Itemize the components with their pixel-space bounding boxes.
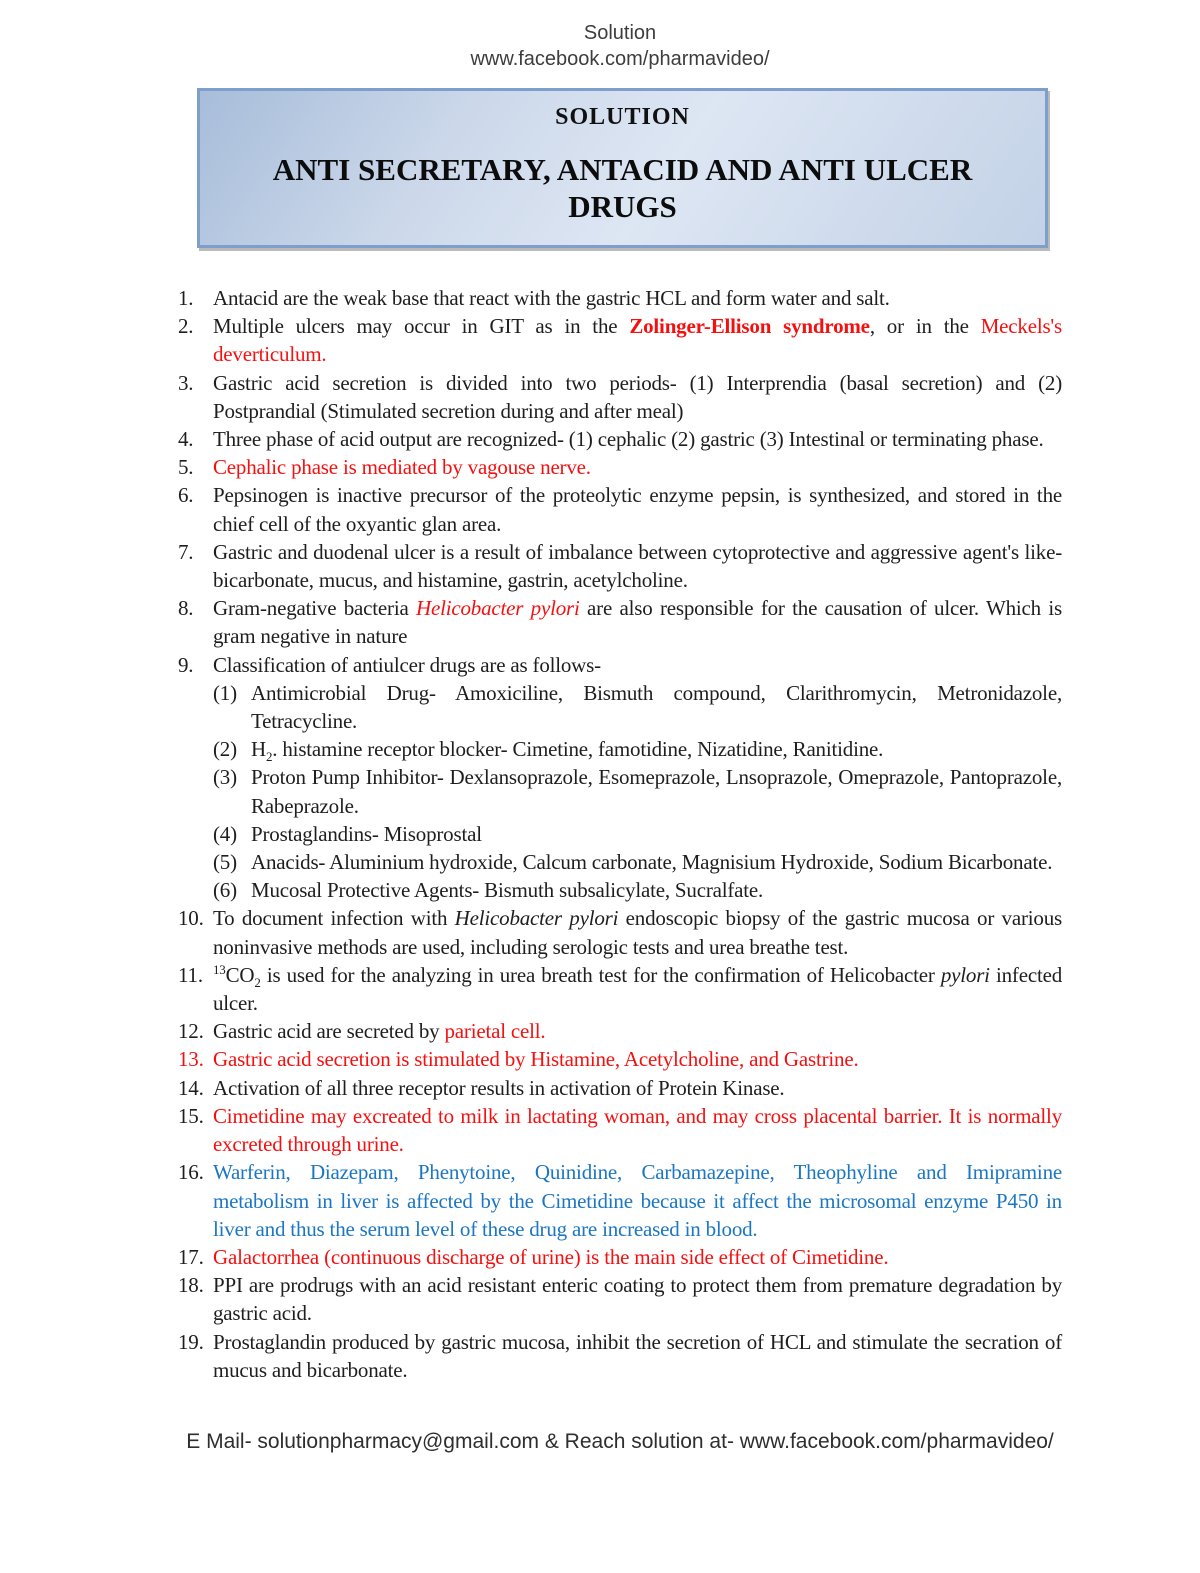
item-text: Prostaglandins- Misoprostal <box>251 821 482 846</box>
item-number: 18. <box>178 1273 204 1298</box>
list-item <box>178 1328 1062 1384</box>
page-header <box>178 20 1062 72</box>
item-text: Anacids- Aluminium hydroxide, Calcum carbonate, Magnisium Hydroxide, Sodium Bicarbonate. <box>251 850 1053 875</box>
list-item <box>178 876 1062 904</box>
item-number: 3. <box>178 370 194 395</box>
list-item <box>178 735 1062 763</box>
list-item <box>178 820 1062 848</box>
item-text: Pepsinogen is inactive precursor of the proteolytic enzyme pepsin, is synthesized, and stored in the chief cell of the oxyantic glan area. <box>213 483 1062 536</box>
item-text: Warferin, Diazepam, Phenytoine, Quinidine, Carbamazepine, Theophyline and Imipramine metabolism in liver is affected by the Cimetidine because it affect the microsomal enzyme P450 in liver and thus the serum level of these drug are increased in blood. <box>213 1160 1062 1241</box>
box-title-line: DRUGS <box>568 189 677 224</box>
item-number: 9. <box>178 652 194 677</box>
list-item <box>178 453 1062 481</box>
item-text: PPI are prodrugs with an acid resistant enteric coating to protect them from premature degradation by gastric acid. <box>213 1273 1062 1326</box>
item-number: 12. <box>178 1019 204 1044</box>
item-text: Classification of antiulcer drugs are as follows- <box>213 652 601 677</box>
item-text: Gastric and duodenal ulcer is a result of imbalance between cytoprotective and aggressive agent's like- bicarbonate, mucus, and histamine, gastrin, acetylcholine. <box>213 539 1062 593</box>
item-number: 6. <box>178 483 194 508</box>
list-item <box>178 961 1062 1017</box>
item-number: 17. <box>178 1244 204 1269</box>
item-number: (6) <box>213 878 237 903</box>
item-number: 10. <box>178 906 204 931</box>
list-item <box>178 284 1062 312</box>
list-item <box>178 848 1062 876</box>
item-number: (4) <box>213 821 237 846</box>
item-number: 8. <box>178 596 194 621</box>
list-item <box>178 481 1062 537</box>
list-item <box>178 679 1062 735</box>
answer-list <box>178 284 1062 1384</box>
item-text: $H_2$. histamine receptor blocker- Cimetine, famotidine, Nizatidine, Ranitidine. <box>251 737 884 765</box>
item-number: 7. <box>178 539 194 564</box>
list-item <box>178 1045 1062 1073</box>
item-text: Cimetidine may excreated to milk in lactating woman, and may cross placental barrier. It is normally excreted through urine. <box>213 1103 1062 1157</box>
list-item <box>178 1074 1062 1102</box>
list-item <box>178 425 1062 453</box>
item-text: Antacid are the weak base that react with the gastric HCL and form water and salt. <box>213 286 890 310</box>
item-number: (5) <box>213 850 237 875</box>
list-item <box>178 763 1062 819</box>
list-item <box>178 1243 1062 1271</box>
item-number: 13. <box>178 1047 204 1072</box>
list-item <box>178 1271 1062 1327</box>
item-text: Cephalic phase is mediated by vagouse nerve. <box>213 455 591 480</box>
item-text: Gastric acid secretion is divided into two periods- (1) Interprendia (basal secretion) and (2) Postprandial (Stimulated secretion during and after meal) <box>213 370 1062 423</box>
item-text: $^{13}CO_2$ is used for the analyzing in urea breath test for the confirmation of Helicobacter pylori infected ulcer. <box>213 961 1062 1016</box>
list-item <box>178 538 1062 594</box>
list-item <box>178 651 1062 679</box>
header-url: www.facebook.com/pharmavideo/ <box>470 48 770 70</box>
item-number: (3) <box>213 765 237 790</box>
title-box <box>197 88 1048 248</box>
item-text: Activation of all three receptor results in activation of Protein Kinase. <box>213 1075 785 1100</box>
item-text: To document infection with Helicobacter pylori endoscopic biopsy of the gastric mucosa or various noninvasive methods are used, including serologic tests and urea breathe test. <box>213 906 1062 959</box>
list-item <box>178 904 1062 960</box>
list-item <box>178 312 1062 368</box>
item-text: Proton Pump Inhibitor- Dexlansoprazole, Esomeprazole, Lnsoprazole, Omeprazole, Pantoprazole, Rabeprazole. <box>251 765 1062 818</box>
item-number: 19. <box>178 1329 204 1354</box>
header-brand: Solution <box>583 22 657 44</box>
list-item <box>178 1102 1062 1158</box>
item-number: 16. <box>178 1160 204 1185</box>
item-text: Prostaglandin produced by gastric mucosa, inhibit the secretion of HCL and stimulate the secration of mucus and bicarbonate. <box>213 1329 1062 1382</box>
item-text: Gastric acid are secreted by parietal cell. <box>213 1019 546 1044</box>
box-title <box>200 151 1045 225</box>
item-number: 4. <box>178 427 194 452</box>
item-text: Gastric acid secretion is stimulated by Histamine, Acetylcholine, and Gastrine. <box>213 1047 859 1072</box>
item-number: 11. <box>178 962 203 987</box>
item-text: Multiple ulcers may occur in GIT as in the Zolinger-Ellison syndrome, or in the Meckels's deverticulum. <box>213 314 1062 367</box>
item-number: 14. <box>178 1075 204 1100</box>
item-number: 1. <box>178 286 194 310</box>
item-text: Gram-negative bacteria Helicobacter pylori are also responsible for the causation of ulcer. Which is gram negative in nature <box>213 596 1062 649</box>
item-text: Mucosal Protective Agents- Bismuth subsalicylate, Sucralfate. <box>251 878 764 903</box>
item-number: (2) <box>213 737 237 762</box>
item-text: Galactorrhea (continuous discharge of urine) is the main side effect of Cimetidine. <box>213 1244 889 1269</box>
box-title-line: ANTI SECRETARY, ANTACID AND ANTI ULCER <box>272 152 973 187</box>
item-number: 2. <box>178 314 194 339</box>
list-item <box>178 1017 1062 1045</box>
item-text: Three phase of acid output are recognized- (1) cephalic (2) gastric (3) Intestinal or terminating phase. <box>213 427 1044 452</box>
item-text: Antimicrobial Drug- Amoxiciline, Bismuth compound, Clarithromycin, Metronidazole, Tetracycline. <box>251 680 1062 734</box>
list-item <box>178 369 1062 425</box>
item-number: 15. <box>178 1103 204 1128</box>
list-item <box>178 1158 1062 1243</box>
title-kicker: SOLUTION <box>555 104 690 130</box>
page-footer: E Mail- solutionpharmacy@gmail.com & Reach solution at- www.facebook.com/pharmavideo/ <box>186 1429 1054 1453</box>
list-item <box>178 594 1062 650</box>
item-number: (1) <box>213 680 237 705</box>
item-number: 5. <box>178 455 194 480</box>
